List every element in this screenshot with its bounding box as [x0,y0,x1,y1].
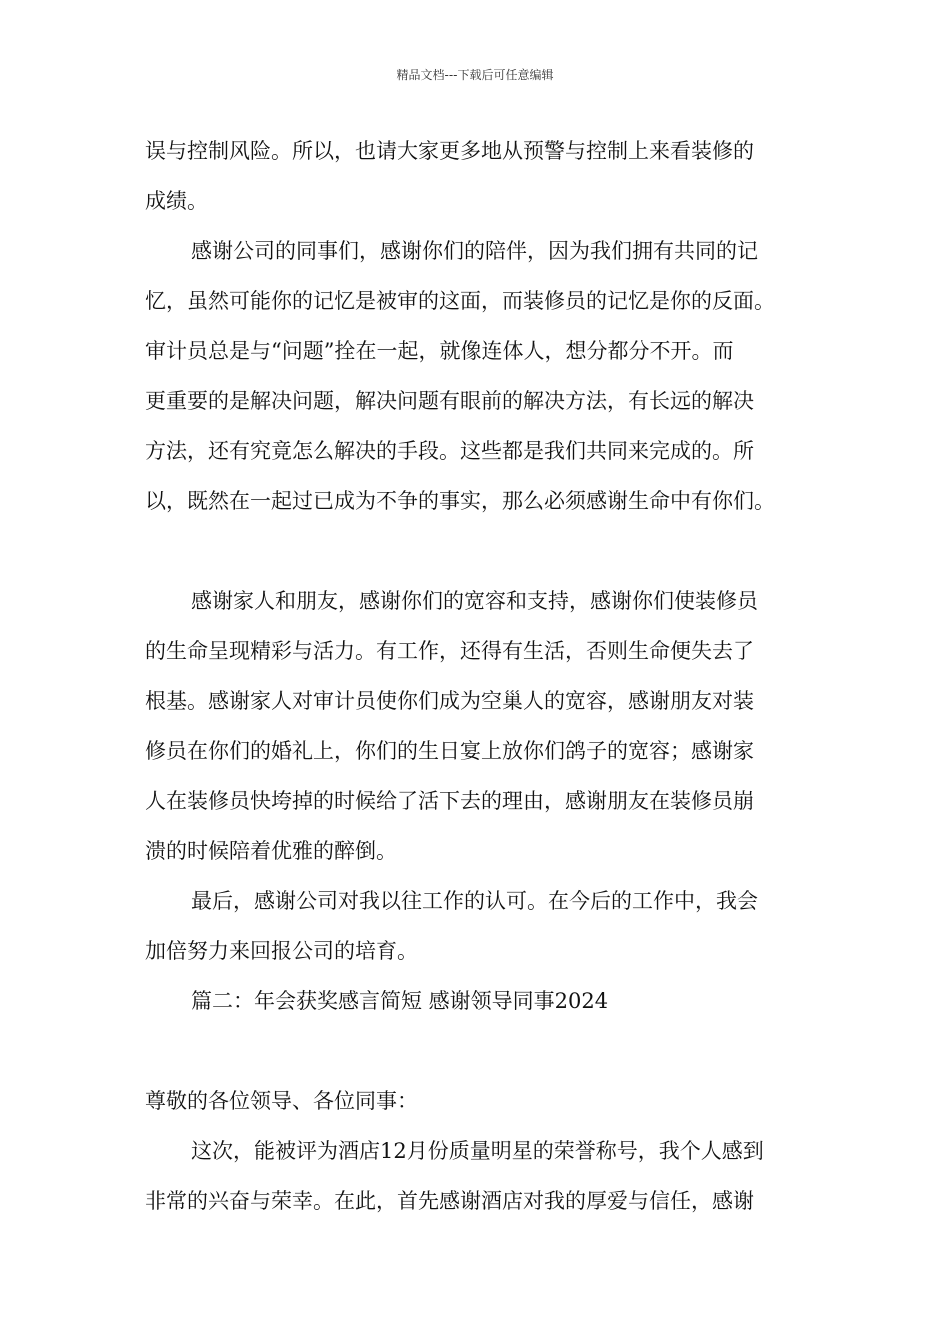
text-line: 人在装修员快垮掉的时候给了活下去的理由，感谢朋友在装修员崩 [145,789,754,813]
text-line: 修员在你们的婚礼上，你们的生日宴上放你们鸽子的宽容；感谢家 [145,739,754,763]
document-body [145,126,825,1226]
paragraph-start: 最后，感谢公司对我以往工作的认可。在今后的工作中，我会 [191,889,758,913]
text-line: 非常的兴奋与荣幸。在此，首先感谢酒店对我的厚爱与信任，感谢 [145,1189,754,1213]
paragraph-start: 感谢家人和朋友，感谢你们的宽容和支持，感谢你们使装修员 [191,589,758,613]
text-line: 加倍努力来回报公司的培育。 [145,939,418,963]
text-line: 方法，还有究竟怎么解决的手段。这些都是我们共同来完成的。所 [145,439,754,463]
text-line: 的生命呈现精彩与活力。有工作，还得有生活，否则生命便失去了 [145,639,754,663]
text-line: 更重要的是解决问题，解决问题有眼前的解决方法，有长远的解决 [145,389,754,413]
text-line: 以，既然在一起过已成为不争的事实，那么必须感谢生命中有你们。 [145,489,775,513]
text-line: 审计员总是与“问题”拴在一起，就像连体人，想分都分不开。而 [145,339,734,363]
page-header: 精品文档---下载后可任意编辑 [396,68,554,82]
paragraph-start: 感谢公司的同事们，感谢你们的陪伴，因为我们拥有共同的记 [191,239,758,263]
text-line: 忆，虽然可能你的记忆是被审的这面，而装修员的记忆是你的反面。 [145,289,775,313]
paragraph-start: 这次，能被评为酒店12月份质量明星的荣誉称号，我个人感到 [191,1139,764,1163]
blank-line [145,1026,825,1076]
text-line: 溃的时候陪着优雅的醉倒。 [145,839,397,863]
text-line: 误与控制风险。所以，也请大家更多地从预警与控制上来看装修的 [145,139,754,163]
salutation: 尊敬的各位领导、各位同事： [145,1089,418,1113]
text-line: 成绩。 [145,189,208,213]
blank-line [145,526,825,576]
text-line: 根基。感谢家人对审计员使你们成为空巢人的宽容，感谢朋友对装 [145,689,754,713]
section-heading: 篇二：年会获奖感言简短 感谢领导同事2024 [191,989,609,1013]
